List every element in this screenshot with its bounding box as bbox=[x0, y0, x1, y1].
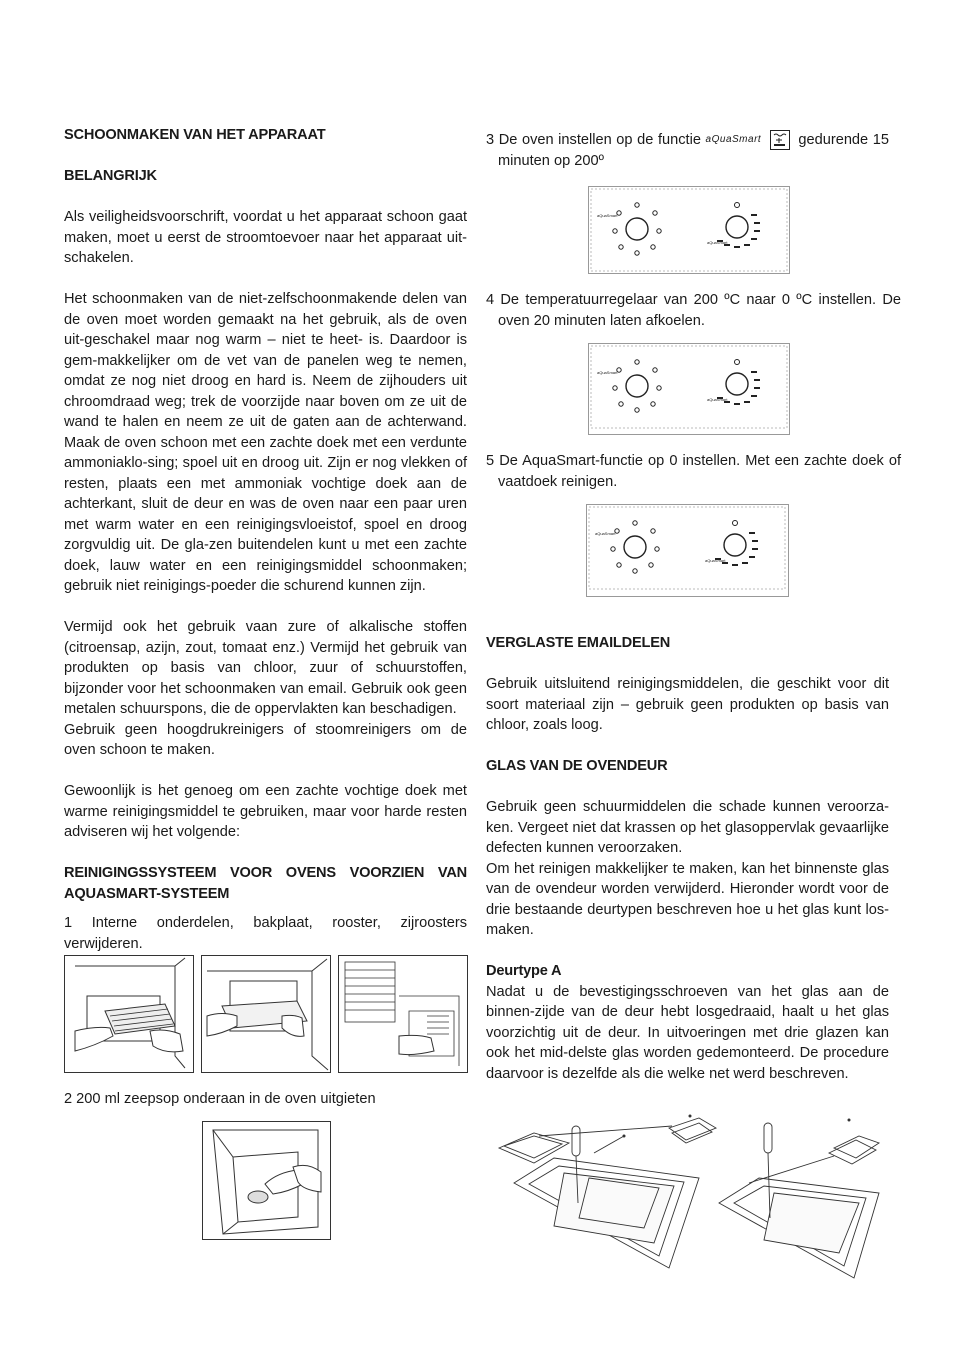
step-2: 2 200 ml zeepsop onderaan in de oven uitgieten bbox=[64, 1091, 376, 1107]
section-title: SCHOONMAKEN VAN HET APPARAAT bbox=[64, 127, 326, 143]
glass-heading: GLAS VAN DE OVENDEUR bbox=[486, 758, 668, 774]
svg-text:aQuaSmart: aQuaSmart bbox=[597, 213, 618, 218]
glass-paragraph-2: Om het reinigen makkelijker te maken, kan het binnenste glas van de ovendeur worden verwijderd. Hieronder wordt voor de drie bestaande deurtypen beschreven hoe u het glas kunt los-maken. bbox=[486, 860, 889, 938]
svg-text:aQuaSmart: aQuaSmart bbox=[707, 397, 728, 402]
right-lower-text bbox=[486, 633, 889, 1084]
figure-remove-side-racks bbox=[338, 955, 468, 1073]
control-panel-step-5 bbox=[586, 504, 789, 597]
step-3: 3 De oven instellen op de functie aQuaSmart gedurende 15 minuten op 200º bbox=[486, 132, 889, 169]
left-column bbox=[64, 125, 467, 954]
paragraph-cleaning: Het schoonmaken van de niet-zelfschoonmakende delen van de oven moet worden gemaakt na het gebruik, als de oven uit-geschakel maar nog warm – niet te heet- is. Daardoor is gem-makkelijker om de vet van de panelen weg te nemen, omdat ze nog niet droog en hard is. Neem de zijhouders uit chroomdraad weg; trek de voorzijde naar boven om ze uit de wand te halen en neem ze uit de gaten aan de achterwand. Maak de oven schoon met een zachte doek met een verdunte ammoniaklo-sing; spoel uit en droog uit. Zijn er nog vlekken of resten, plaats een met ammoniak vochtige doek aan de achterkant, sluit de deur en was de oven naar een paar uren met warm water en een reinigingsvloeistof, spoel en droog zorgvuldig uit. De gla-zen buitendelen kunt u met een zachte doek, lauw water en een reinigingsmiddel schoonmaken; gebruik niet reinigings-poeder die schurend kunnen zijn. bbox=[64, 291, 467, 594]
door-type-paragraph: Nadat u de bevestigingsschroeven van het glas aan de binnen-zijde van de deur hebt losgedraaid, haalt u het glas voorzichtig uit de deur. In uitvoeringen met drie glazen kan ook het mid-delste glas worden gedemonteerd. De procedure daarvoor is dezelfde als die welke net werd beschreven. bbox=[486, 983, 889, 1082]
important-heading: BELANGRIJK bbox=[64, 168, 157, 184]
paragraph-advice: Gewoonlijk is het genoeg om een zachte vochtige doek met warme reinigingsmiddel te gebruiken, maar voor harde resten adviseren wij het volgende: bbox=[64, 783, 467, 840]
aquasmart-heading: REINIGINGSSYSTEEM VOOR OVENS VOORZIEN VAN AQUASMART-SYSTEEM bbox=[64, 865, 467, 902]
step-5: 5 De AquaSmart-functie op 0 instellen. Met een zachte doek of vaatdoek reinigen. bbox=[486, 453, 901, 490]
aquasmart-function-icon bbox=[770, 130, 790, 150]
control-panel-step-3 bbox=[588, 186, 790, 274]
figure-remove-rack bbox=[64, 955, 194, 1073]
email-paragraph: Gebruik uitsluitend reinigingsmiddelen, die geschikt voor dit soort materiaal zijn – gebruik geen produkten op basis van chloor, zoals loog. bbox=[486, 676, 889, 733]
paragraph-no-steam: Gebruik geen hoogdrukreinigers of stoomreinigers om de oven schoon te maken. bbox=[64, 721, 467, 758]
figure-door-glass-removal bbox=[494, 1108, 890, 1280]
paragraph-safety: Als veiligheidsvoorschrift, voordat u het apparaat schoon gaat maken, moet u eerst de stroomtoevoer naar het apparaat uit-schakelen. bbox=[64, 209, 467, 266]
figure-pour-soap bbox=[202, 1121, 331, 1240]
step-1: 1 Interne onderdelen, bakplaat, rooster, zijroosters verwijderen. bbox=[64, 915, 467, 952]
svg-text:aQuaSmart: aQuaSmart bbox=[597, 370, 618, 375]
svg-text:aQuaSmart: aQuaSmart bbox=[707, 240, 728, 245]
aquasmart-logo: aQuaSmart bbox=[705, 134, 762, 145]
paragraph-avoid: Vermijd ook het gebruik vaan zure of alkalische stoffen (citroensap, azijn, zout, tomaat enz.) Vermijd het gebruik van produkten op basis van chloor, zuur of schuurstoffen, bijzonder voor het schoonmaken van email. Gebruik ook geen metalen schuurspons, die de oppervlakten kan beschadigen. bbox=[64, 619, 467, 717]
svg-text:aQuaSmart: aQuaSmart bbox=[705, 558, 726, 563]
figure-remove-tray bbox=[201, 955, 331, 1073]
control-panel-step-4 bbox=[588, 343, 790, 435]
email-heading: VERGLASTE EMAILDELEN bbox=[486, 635, 671, 651]
step-4: 4 De temperatuurregelaar van 200 ºC naar 0 ºC instellen. De oven 20 minuten laten afkoelen. bbox=[486, 292, 901, 329]
door-type-heading: Deurtype A bbox=[486, 963, 562, 979]
right-column bbox=[486, 130, 889, 171]
glass-paragraph-1: Gebruik geen schuurmiddelen die schade kunnen veroorza-ken. Vergeet niet dat krassen op het glasoppervlak gevaarlijke defecten kunnen veroorzaken. bbox=[486, 799, 889, 856]
svg-text:aQuaSmart: aQuaSmart bbox=[595, 531, 616, 536]
